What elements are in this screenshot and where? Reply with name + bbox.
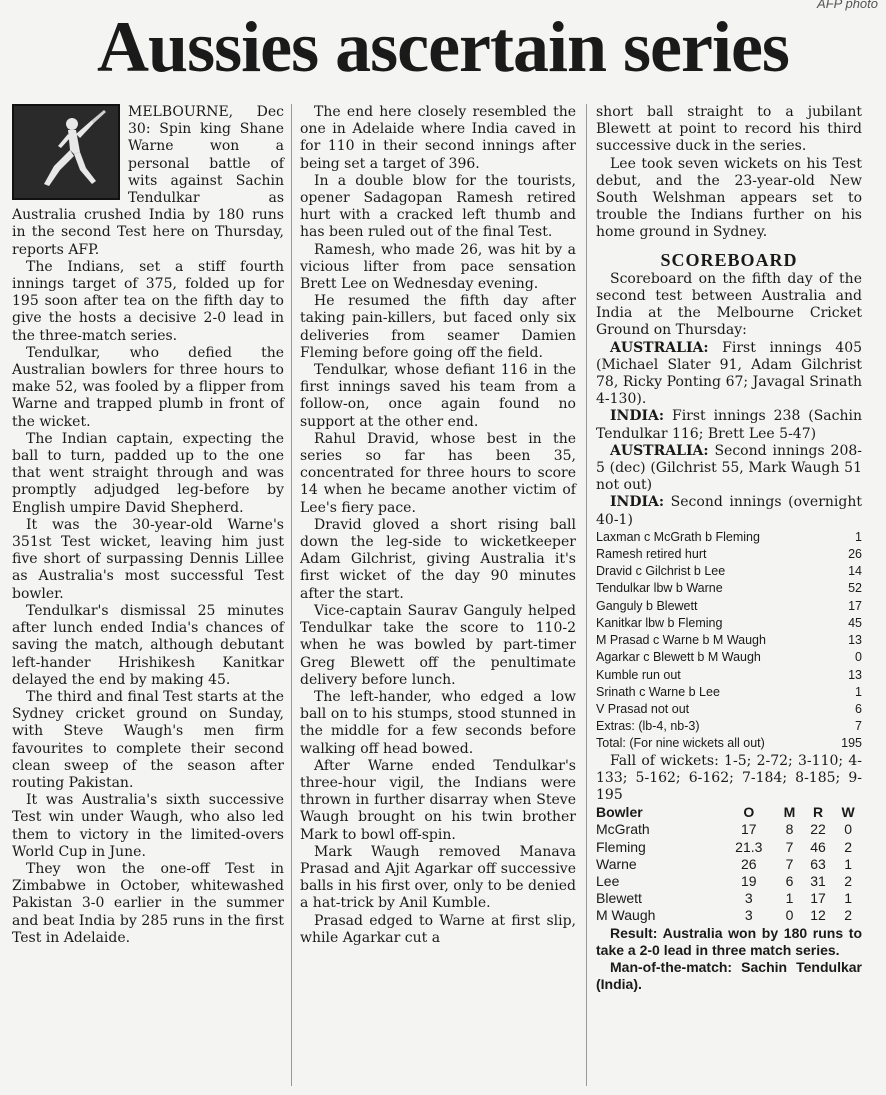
column-header: W [841,804,855,821]
batting-table [596,529,862,753]
runs-cell: 1 [855,529,862,544]
article-paragraph: Tendulkar, who defied the Australian bowlers for three hours to make 52, was fooled by a flipper from Warne and trapped plumb in front of the wicket. [12,344,284,430]
runs-cell: 6 [855,701,862,716]
team-name: INDIA: [610,494,665,511]
overs-cell: 26 [741,855,757,872]
bowler-cell: McGrath [596,821,650,838]
headline: Aussies ascertain series [97,7,789,87]
innings-text: Second innings (overnight 40-1) [596,494,862,528]
table-row [596,873,862,890]
wickets-cell: 1 [844,855,853,872]
article-paragraph: The end here closely resembled the one in Adelaide where India caved in for 110 in their second innings after being set a target of 396. [300,104,576,172]
team-name: AUSTRALIA: [610,442,709,459]
bowler-cell: M Waugh [596,907,656,924]
article-paragraph: The third and final Test starts at the Sydney cricket ground on Sunday, with Steve Waugh's men firm favourites to complete their second clean sweep of the season after routing Pakistan. [12,688,284,791]
batsman-cell: Srinath c Warne b Lee [596,684,720,699]
table-row [596,718,862,735]
runs-cell: 31 [810,872,826,889]
batsman-cell: Dravid c Gilchrist b Lee [596,564,726,579]
runs-cell: 13 [848,633,862,648]
table-row [596,821,862,838]
article-paragraph: It was the 30-year-old Warne's 351st Test wicket, leaving him just five short of surpassing Dennis Lillee as Australia's most successful Test bowler. [12,516,284,602]
innings-summary [596,443,862,495]
article-paragraph: Tendulkar, whose defiant 116 in the first innings saved his team from a follow-on, once again found no support at the other end. [300,362,576,430]
innings-summary [596,340,862,409]
table-row [596,598,862,615]
batsman-cell: Kumble run out [596,667,681,682]
runs-cell: 14 [848,564,862,579]
wickets-cell: 2 [844,907,853,924]
bowler-cell: Lee [596,872,620,889]
runs-cell: 17 [810,890,826,907]
column-header: R [812,804,824,821]
article-paragraph: Mark Waugh removed Manava Prasad and Ajit Agarkar off successive balls in his first over, only to be denied a hat-trick by Anil Kumble. [300,843,576,912]
runs-cell: 46 [810,838,826,855]
maidens-cell: 0 [785,907,794,924]
batsman-cell: Kanitkar lbw b Fleming [596,615,723,630]
article-paragraph: The Indian captain, expecting the ball to turn, padded up to the one that went straight through and was promptly adjudged leg-before by English umpire David Shepherd. [12,430,284,516]
article-paragraph: Lee took seven wickets on his Test debut, and the 23-year-old New South Welshman appears set to trouble the Indians further on his home ground in Sydney. [596,155,862,241]
batsman-cell: Extras: (lb-4, nb-3) [596,719,700,734]
column-header: Bowler [596,804,643,821]
article-paragraph: Dravid gloved a short rising ball down the leg-side to wicketkeeper Adam Gilchrist, giving Australia it's first wicket of the day 90 minutes after the start. [300,516,576,602]
table-row [596,615,862,632]
maidens-cell: 7 [785,838,794,855]
runs-cell: 26 [848,547,862,562]
batsman-cell: Ganguly b Blewett [596,598,698,613]
article-paragraph: Vice-captain Saurav Ganguly helped Tendulkar take the score to 110-2 when he was bowled by part-timer Greg Blewett off the penultimate delivery before lunch. [300,602,576,688]
bowling-table [596,804,862,924]
maidens-cell: 8 [785,821,794,838]
overs-cell: 21.3 [735,838,763,855]
bowler-cell: Warne [596,855,637,872]
column-divider [291,104,292,1086]
article-paragraph: They won the one-off Test in Zimbabwe in October, whitewashed Pakistan 3-0 earlier in the summer and beat India by 285 runs in the first Test in Adelaide. [12,860,284,946]
table-row [596,649,862,666]
column-header: M [783,804,796,821]
innings-summary [596,408,862,442]
runs-cell: 17 [848,598,862,613]
maidens-cell: 7 [785,855,794,872]
man-of-the-match: Man-of-the-match: Sachin Tendulkar (India). [596,958,862,993]
runs-cell: 22 [810,821,826,838]
runs-cell: 63 [810,855,826,872]
overs-cell: 3 [744,907,753,924]
table-row [596,529,862,546]
scoreboard-intro: Scoreboard on the fifth day of the second test between Australia and India at the Melbourne Cricket Ground on Thursday: [596,270,862,339]
batsman-cell: Tendulkar lbw b Warne [596,581,723,596]
runs-cell: 1 [855,684,862,699]
article-paragraph: It was Australia's sixth successive Test win under Waugh, who also led them to victory in the limited-overs World Cup in June. [12,792,284,860]
table-row [596,580,862,597]
wickets-cell: 2 [844,872,853,889]
table-row [596,684,862,701]
wickets-cell: 0 [844,821,853,838]
innings-text: First innings 405 (Michael Slater 91, Adam Gilchrist 78, Ricky Ponting 67; Javagal Srinath 4-130). [596,339,863,408]
article-column-3 [596,104,862,993]
runs-cell: 0 [855,650,862,665]
article-paragraph: short ball straight to a jubilant Blewett at point to record his third successive duck in the series. [596,104,862,155]
team-name: AUSTRALIA: [610,339,709,356]
runs-cell: 52 [848,581,862,596]
overs-cell: 17 [741,821,757,838]
runs-cell: 13 [848,667,862,682]
batsman-cell: Ramesh retired hurt [596,547,707,562]
table-row [596,890,862,907]
cricketer-photo [12,104,120,200]
runs-cell: 7 [855,719,862,734]
article-paragraph: In a double blow for the tourists, opener Sadagopan Ramesh retired hurt with a cracked left thumb and has been ruled out of the final Test. [300,172,576,241]
article-paragraph: Tendulkar's dismissal 25 minutes after lunch ended India's chances of saving the match, although debutant left-hander Hrishikesh Kanitkar delayed the end by making 45. [12,602,284,688]
table-row [596,735,862,752]
article-paragraph: MELBOURNE, Dec 30: Spin king Shane Warne won a personal battle of wits against Sachin Tendulkar as Australia crushed India by 180 runs in the second Test here on Thursday, reports AFP. [12,104,284,258]
overs-cell: 19 [741,872,757,889]
batsman-cell: Total: (For nine wickets all out) [596,736,765,751]
article-column-2 [300,104,576,947]
runs-cell: 12 [810,907,826,924]
column-divider [586,104,587,1086]
table-row [596,667,862,684]
table-row [596,856,862,873]
innings-summary [596,494,862,528]
column-header: O [743,804,755,821]
article-paragraph: After Warne ended Tendulkar's three-hour vigil, the Indians were thrown in further disarray when Steve Waugh brought on his twin brother Mark to bowl off-spin. [300,757,576,843]
bowler-cell: Fleming [596,838,646,855]
table-row [596,701,862,718]
table-row [596,907,862,924]
batsman-cell: Agarkar c Blewett b M Waugh [596,650,761,665]
table-row [596,546,862,563]
article-column-1 [12,104,284,947]
maidens-cell: 6 [785,872,794,889]
photo-credit: AFP photo [817,0,878,11]
article-paragraph: Prasad edged to Warne at first slip, while Agarkar cut a [300,912,576,946]
article-paragraph: Rahul Dravid, whose best in the series so far has been 35, concentrated for three hours to score 14 when he became another victim of Lee's fiery pace. [300,430,576,516]
article-paragraph: Ramesh, who made 26, was hit by a vicious lifter from pace sensation Brett Lee on Wednesday evening. [300,241,576,293]
wickets-cell: 1 [844,890,853,907]
bowler-cell: Blewett [596,890,642,907]
wickets-cell: 2 [844,838,853,855]
table-row [596,839,862,856]
innings-text: First innings 238 (Sachin Tendulkar 116; Brett Lee 5-47) [596,408,863,442]
article-paragraph: He resumed the fifth day after taking pain-killers, but faced only six deliveries from seamer Damien Fleming before going off the field. [300,293,576,361]
team-name: INDIA: [610,408,665,425]
batsman-cell: Laxman c McGrath b Fleming [596,529,760,544]
table-row [596,563,862,580]
maidens-cell: 1 [785,890,794,907]
batsman-cell: M Prasad c Warne b M Waugh [596,633,766,648]
match-result: Result: Australia won by 180 runs to take a 2-0 lead in three match series. [596,924,862,958]
runs-cell: 195 [841,736,862,751]
article-paragraph: The left-hander, who edged a low ball on to his stumps, stood stunned in the middle for a few seconds before walking off head bowed. [300,688,576,757]
runs-cell: 45 [848,615,862,630]
batsman-cell: V Prasad not out [596,701,690,716]
table-row [596,632,862,649]
table-header-row [596,804,862,821]
innings-text: Second innings 208-5 (dec) (Gilchrist 55, Mark Waugh 51 not out) [596,442,862,494]
overs-cell: 3 [744,890,753,907]
scoreboard-title: SCOREBOARD [660,249,798,270]
fall-of-wickets: Fall of wickets: 1-5; 2-72; 3-110; 4-133; 5-162; 6-162; 7-184; 8-185; 9-195 [596,752,862,803]
article-paragraph: The Indians, set a stiff fourth innings target of 375, folded up for 195 soon after tea on the fifth day to give the hosts a decisive 2-0 lead in the three-match series. [12,258,284,344]
cricketer-silhouette-icon [14,106,118,198]
